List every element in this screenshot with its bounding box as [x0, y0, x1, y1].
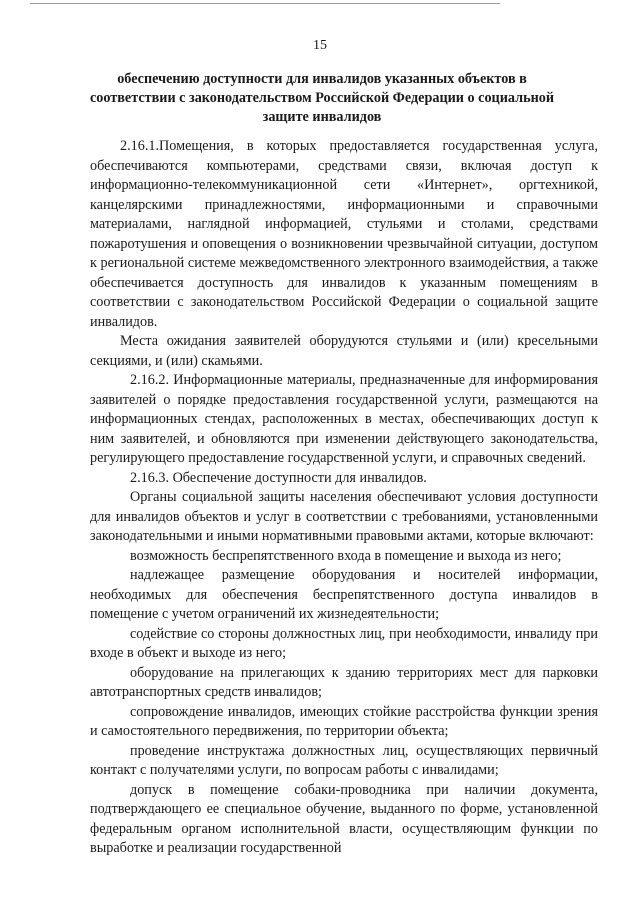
body-text [90, 137, 598, 859]
paragraph-social-protection: Органы социальной защиты населения обеспечивают условия доступности для инвалидов объектов и услуг в соответствии с требованиями, установленными законодательными и иными нормативными правовыми актами, которые включают: [90, 489, 598, 544]
page-number: 15 [313, 38, 327, 53]
section-heading [80, 70, 564, 127]
list-item: надлежащее размещение оборудования и носителей информации, необходимых для обеспечения беспрепятственного доступа инвалидов в помещение с учетом ограничений их жизнедеятельности; [90, 567, 598, 622]
paragraph-2-16-1: 2.16.1.Помещения, в которых предоставляется государственная услуга, обеспечиваются компьютерами, средствами связи, включая доступ к информационно-телекоммуникационной сети «Интернет», оргтехникой, канцелярскими принадлежностями, информационными и справочными материалами, наглядной информацией, стульями и столами, средствами пожаротушения и оповещения о возникновении чрезвычайной ситуации, доступом к региональной системе межведомственного электронного взаимодействия, а также обеспечивается доступность для инвалидов к указанным помещениям в соответствии с законодательством Российской Федерации о социальной защите инвалидов. [90, 138, 598, 330]
paragraph-2-16-3: 2.16.3. Обеспечение доступности для инвалидов. [130, 469, 427, 486]
heading-line: соответствии с законодательством Российской Федерации о социальной [89, 90, 555, 106]
list-item: оборудование на прилегающих к зданию территориях мест для парковки автотранспортных средств инвалидов; [90, 664, 598, 700]
top-rule [30, 3, 500, 4]
paragraph-waiting-places: Места ожидания заявителей оборудуются стульями и (или) кресельными секциями, и (или) скамьями. [90, 333, 598, 369]
list-item: проведение инструктажа должностных лиц, осуществляющих первичный контакт с получателями услуги, по вопросам работы с инвалидами; [90, 742, 598, 778]
list-item: допуск в помещение собаки-проводника при наличии документа, подтверждающего ее специальное обучение, выданного по форме, установленной федеральным органом исполнительной власти, осуществляющим функции по выработке и реализации государственной [90, 781, 598, 856]
list-item: сопровождение инвалидов, имеющих стойкие расстройства функции зрения и самостоятельного передвижения, по территории объекта; [90, 703, 598, 739]
paragraph-2-16-2: 2.16.2. Информационные материалы, предназначенные для информирования заявителей о порядке предоставления государственной услуги, размещаются на информационных стендах, расположенных в местах, обеспечивающих доступ к ним заявителей, и обновляются при изменении действующего законодательства, регулирующего предоставление государственной услуги, и справочных сведений. [90, 372, 598, 466]
list-item: возможность беспрепятственного входа в помещение и выхода из него; [130, 547, 562, 564]
heading-line: защите инвалидов [262, 109, 382, 125]
heading-line: обеспечению доступности для инвалидов указанных объектов в [117, 71, 527, 87]
list-item: содействие со стороны должностных лиц, при необходимости, инвалиду при входе в объект и выходе из него; [90, 625, 598, 661]
